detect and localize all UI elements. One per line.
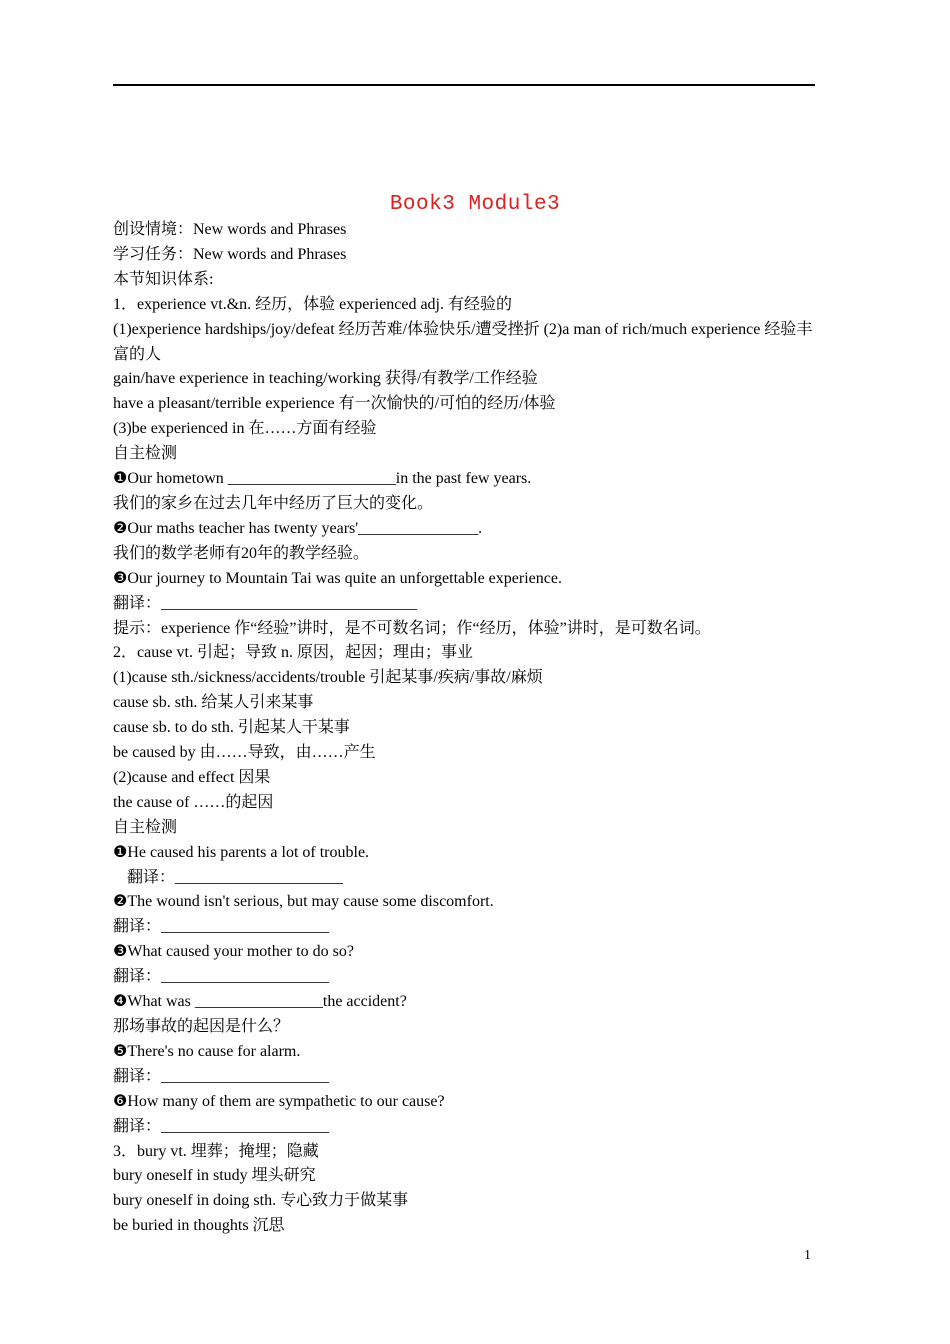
- exercise-item: ❶He caused his parents a lot of trouble.: [113, 843, 370, 861]
- exercise-item: ❺There's no cause for alarm.: [113, 1042, 301, 1060]
- text-line: (2)cause and effect 因果: [113, 768, 271, 786]
- header-rule: [113, 84, 815, 86]
- text-line: 2．cause vt. 引起；导致 n. 原因，起因；理由；事业: [113, 644, 473, 662]
- translation-blank: 翻译：_____________________: [113, 918, 330, 936]
- text-line: 创设情境：New words and Phrases: [113, 221, 347, 238]
- page-number: 1: [804, 1248, 811, 1263]
- exercise-item: ❻How many of them are sympathetic to our cause?: [113, 1092, 445, 1110]
- text-line: be caused by 由……导致，由……产生: [113, 744, 376, 762]
- text-line: 本节知识体系:: [113, 270, 214, 288]
- text-line: the cause of ……的起因: [113, 793, 274, 811]
- translation-blank: 翻译：_____________________: [113, 1117, 330, 1135]
- text-line: 我们的家乡在过去几年中经历了巨大的变化。: [113, 494, 434, 512]
- translation-blank: 翻译：________________________________: [113, 594, 418, 612]
- text-line: bury oneself in doing sth. 专心致力于做某事: [113, 1192, 409, 1210]
- text-line: 那场事故的起因是什么？: [113, 1018, 290, 1035]
- text-line: have a pleasant/terrible experience 有一次愉快的/可怕的经历/体验: [113, 395, 556, 413]
- exercise-item: ❸What caused your mother to do so?: [113, 943, 354, 961]
- text-line: cause sb. to do sth. 引起某人干某事: [113, 719, 350, 737]
- translation-blank: 翻译：_____________________: [127, 868, 344, 886]
- section-heading: 自主检测: [113, 818, 178, 836]
- text-line: bury oneself in study 埋头研究: [113, 1167, 316, 1185]
- translation-blank: 翻译：_____________________: [113, 1067, 330, 1085]
- text-line: (3)be experienced in 在……方面有经验: [113, 420, 377, 438]
- tip-line: 提示：experience 作“经验”讲时，是不可数名词；作“经历，体验”讲时，是可数名词。: [113, 619, 711, 637]
- translation-blank: 翻译：_____________________: [113, 968, 330, 986]
- page-title: Book3 Module3: [389, 193, 561, 216]
- text-line: 3．bury vt. 埋葬；掩埋；隐藏: [113, 1142, 319, 1160]
- exercise-item: ❷The wound isn't serious, but may cause some discomfort.: [113, 893, 494, 911]
- text-line: (1)cause sth./sickness/accidents/trouble 引起某事/疾病/事故/麻烦: [113, 669, 543, 687]
- section-heading: 自主检测: [113, 445, 178, 463]
- text-line: (1)experience hardships/joy/defeat 经历苦难/体验快乐/遭受挫折 (2)a man of rich/much experience 经验丰富的人: [113, 320, 813, 363]
- text-line: 我们的数学老师有20年的教学经验。: [113, 544, 370, 562]
- text-line: 学习任务：New words and Phrases: [113, 245, 347, 263]
- text-line: 1．experience vt.&n. 经历，体验 experienced adj. 有经验的: [113, 295, 513, 313]
- text-line: gain/have experience in teaching/working 获得/有教学/工作经验: [113, 370, 538, 388]
- text-line: be buried in thoughts 沉思: [113, 1217, 285, 1235]
- text-line: cause sb. sth. 给某人引来某事: [113, 694, 314, 712]
- exercise-item: ❶Our hometown _____________________in the past few years.: [113, 470, 532, 488]
- exercise-item: ❹What was ________________the accident?: [113, 993, 407, 1011]
- document-body: [113, 218, 825, 1239]
- exercise-item: ❸Our journey to Mountain Tai was quite an unforgettable experience.: [113, 569, 562, 587]
- exercise-item: ❷Our maths teacher has twenty years'_______________.: [113, 519, 483, 537]
